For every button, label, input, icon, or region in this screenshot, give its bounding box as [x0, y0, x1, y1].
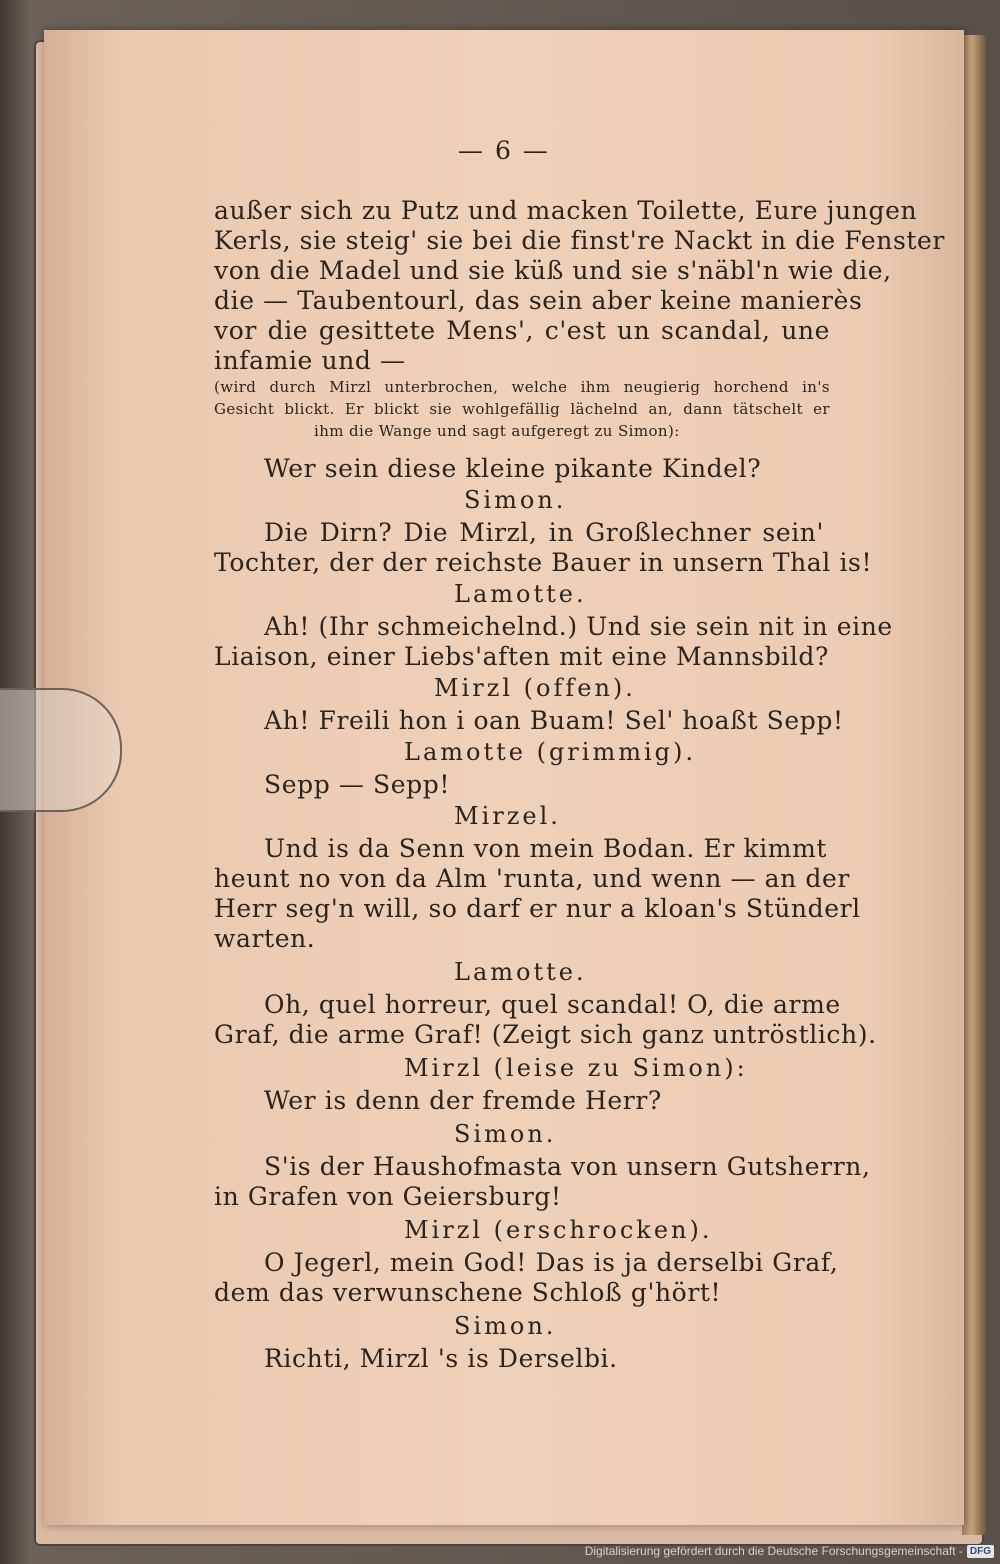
- text-line: in Grafen von Geiersburg!: [214, 1182, 562, 1211]
- text-line: Kerls, sie steig' sie bei die finst're Nackt in die Fenster: [214, 226, 945, 255]
- text-line: Oh, quel horreur, quel scandal! O, die arme: [264, 990, 841, 1019]
- text-line: Ah! Freili hon i oan Buam! Sel' hoaßt Sepp!: [264, 706, 844, 735]
- text-line: S'is der Haushofmasta von unsern Gutsherrn,: [264, 1152, 871, 1181]
- stage-direction: Gesicht blickt. Er blickt sie wohlgefällig lächelnd an, dann tätschelt er: [214, 400, 830, 418]
- text-line: Wer is denn der fremde Herr?: [264, 1086, 662, 1115]
- page-number: — 6 —: [458, 136, 550, 165]
- stage-direction: (wird durch Mirzl unterbrochen, welche ihm neugierig horchend in's: [214, 378, 830, 396]
- speaker-name: Mirzl (leise zu Simon):: [404, 1054, 748, 1082]
- speaker-name: Mirzel.: [454, 802, 561, 830]
- speaker-name: Lamotte (grimmig).: [404, 738, 696, 766]
- text-line: heunt no von da Alm 'runta, und wenn — an der: [214, 864, 850, 893]
- text-line: Wer sein diese kleine pikante Kindel?: [264, 454, 762, 483]
- text-line: Graf, die arme Graf! (Zeigt sich ganz untröstlich).: [214, 1020, 877, 1049]
- digitization-credit: [585, 1544, 994, 1558]
- text-line: dem das verwunschene Schloß g'hört!: [214, 1278, 722, 1307]
- credit-text: Digitalisierung gefördert durch die Deutsche Forschungsgemeinschaft -: [584, 1544, 963, 1558]
- text-line: Tochter, der der reichste Bauer in unsern Thal is!: [214, 548, 873, 577]
- text-line: O Jegerl, mein God! Das is ja derselbi Graf,: [264, 1248, 839, 1277]
- text-line: warten.: [214, 924, 316, 953]
- speaker-name: Mirzl (erschrocken).: [404, 1216, 713, 1244]
- text-line: Und is da Senn von mein Bodan. Er kimmt: [264, 834, 828, 863]
- text-line: vor die gesittete Mens', c'est un scandal, une: [214, 316, 830, 345]
- speaker-name: Simon.: [464, 486, 567, 514]
- text-line: infamie und —: [214, 346, 406, 375]
- text-line: Herr seg'n will, so darf er nur a kloan's Stünderl: [214, 894, 861, 923]
- stage-direction: ihm die Wange und sagt aufgeregt zu Simon):: [314, 422, 680, 440]
- book-spine: [962, 35, 986, 1535]
- text-line: Richti, Mirzl 's is Derselbi.: [264, 1344, 618, 1373]
- speaker-name: Mirzl (offen).: [434, 674, 636, 702]
- dfg-logo: DFG: [967, 1545, 994, 1558]
- speaker-name: Simon.: [454, 1120, 557, 1148]
- text-line: Liaison, einer Liebs'aften mit eine Mannsbild?: [214, 642, 829, 671]
- text-line: außer sich zu Putz und macken Toilette, Eure jungen: [214, 196, 918, 225]
- text-line: Ah! (Ihr schmeichelnd.) Und sie sein nit in eine: [264, 612, 893, 641]
- text-line: von die Madel und sie küß und sie s'näbl'n wie die,: [214, 256, 892, 285]
- speaker-name: Simon.: [454, 1312, 557, 1340]
- text-line: Die Dirn? Die Mirzl, in Großlechner sein': [264, 518, 824, 547]
- page-clip-tab: [0, 688, 122, 812]
- text-line: Sepp — Sepp!: [264, 770, 450, 799]
- speaker-name: Lamotte.: [454, 580, 587, 608]
- speaker-name: Lamotte.: [454, 958, 587, 986]
- text-line: die — Taubentourl, das sein aber keine manierès: [214, 286, 863, 315]
